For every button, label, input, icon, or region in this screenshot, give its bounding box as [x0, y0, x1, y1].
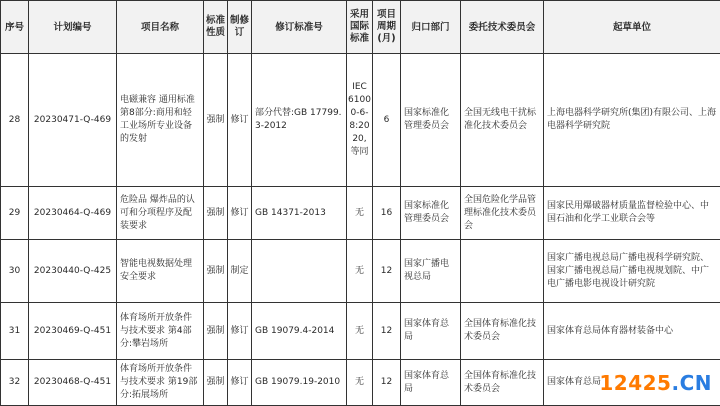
cell-intl-std: IEC 61000-6-8:2020,等同: [348, 81, 371, 159]
table-row: [1, 303, 720, 360]
cell-std-nature: 强制: [205, 207, 226, 220]
cell-seq: 32: [1, 360, 29, 406]
watermark-dot: .: [671, 371, 679, 395]
table-row: [1, 240, 720, 303]
site-watermark: [599, 371, 712, 395]
cell-committee: 全国体育标准化技术委员会: [464, 318, 540, 344]
cell-dept: 国家体育总局: [404, 370, 457, 396]
cell-cycle: 16: [373, 187, 401, 240]
cell-revised-std-no: 部分代替:GB 17799.3-2012: [255, 107, 343, 133]
cell-std-nature: 强制: [205, 376, 226, 389]
cell-revise-type: 修订: [229, 207, 250, 220]
cell-committee: 全国危险化学品管理标准化技术委员会: [464, 194, 540, 233]
header-dept: 归口部门: [401, 1, 461, 54]
cell-revised-std-no: GB 14371-2013: [255, 207, 343, 220]
header-project-name: 项目名称: [117, 1, 204, 54]
table-row: [1, 54, 720, 187]
header-plan-no: 计划编号: [29, 1, 117, 54]
cell-project-name: 体育场所开放条件与技术要求 第4部分:攀岩场所: [120, 312, 200, 351]
cell-plan-no: 20230469-Q-451: [29, 303, 117, 360]
cell-seq: 31: [1, 303, 29, 360]
cell-drafter: 国家广播电视总局广播电视科学研究院、国家广播电视总局广播电视规划院、中广电广播电影电视设计研究院: [547, 252, 717, 291]
cell-committee: 全国体育标准化技术委员会: [464, 370, 540, 396]
header-cycle: 项目周期(月): [373, 1, 401, 54]
watermark-number: 12425: [599, 371, 671, 395]
cell-revise-type: 修订: [229, 376, 250, 389]
cell-plan-no: 20230464-Q-469: [29, 187, 117, 240]
cell-dept: 国家标准化管理委员会: [404, 107, 457, 133]
header-std-nature: 标准性质: [204, 1, 228, 54]
header-seq: 序号: [1, 1, 29, 54]
cell-drafter: 国家体育总局体育器材装备中心: [547, 325, 717, 338]
cell-seq: 28: [1, 54, 29, 187]
cell-revised-std-no: GB 19079.4-2014: [255, 325, 343, 338]
cell-intl-std: 无: [348, 376, 371, 389]
cell-seq: 29: [1, 187, 29, 240]
cell-std-nature: 强制: [205, 114, 226, 127]
table-row: [1, 187, 720, 240]
header-revised-std-no: 修订标准号: [252, 1, 347, 54]
cell-revise-type: 修订: [229, 325, 250, 338]
cell-dept: 国家体育总局: [404, 318, 457, 344]
header-committee: 委托技术委员会: [461, 1, 544, 54]
cell-drafter: 上海电器科学研究所(集团)有限公司、上海电器科学研究院: [547, 107, 717, 133]
cell-intl-std: 无: [348, 265, 371, 278]
cell-committee: 全国无线电干扰标准化技术委员会: [464, 107, 540, 133]
cell-std-nature: 强制: [205, 265, 226, 278]
cell-cycle: 12: [373, 303, 401, 360]
watermark-domain: CN: [680, 371, 712, 395]
cell-cycle: 12: [373, 240, 401, 303]
cell-drafter: 国家体育总局: [547, 376, 717, 389]
cell-plan-no: 20230471-Q-469: [29, 54, 117, 187]
cell-plan-no: 20230468-Q-451: [29, 360, 117, 406]
cell-cycle: 12: [373, 360, 401, 406]
header-row: [1, 1, 720, 54]
cell-dept: 国家广播电视总局: [404, 258, 457, 284]
cell-project-name: 电磁兼容 通用标准 第8部分:商用和轻工业场所专业设备的发射: [120, 94, 200, 146]
cell-project-name: 体育场所开放条件与技术要求 第19部分:拓展场所: [120, 363, 200, 402]
cell-dept: 国家标准化管理委员会: [404, 200, 457, 226]
cell-project-name: 智能电视数据处理安全要求: [120, 258, 200, 284]
cell-intl-std: 无: [348, 325, 371, 338]
cell-project-name: 危险品 爆炸品的认可和分项程序及配装要求: [120, 194, 200, 233]
cell-revised-std-no: GB 19079.19-2010: [255, 376, 343, 389]
cell-revise-type: 制定: [229, 265, 250, 278]
cell-plan-no: 20230440-Q-425: [29, 240, 117, 303]
header-intl-std: 采用国际标准: [347, 1, 373, 54]
cell-intl-std: 无: [348, 207, 371, 220]
cell-drafter: 国家民用爆破器材质量监督检验中心、中国石油和化学工业联合会等: [547, 200, 717, 226]
cell-std-nature: 强制: [205, 325, 226, 338]
cell-seq: 30: [1, 240, 29, 303]
cell-revise-type: 修订: [229, 114, 250, 127]
cell-cycle: 6: [373, 54, 401, 187]
header-revise-type: 制修订: [228, 1, 252, 54]
header-drafter: 起草单位: [544, 1, 720, 54]
